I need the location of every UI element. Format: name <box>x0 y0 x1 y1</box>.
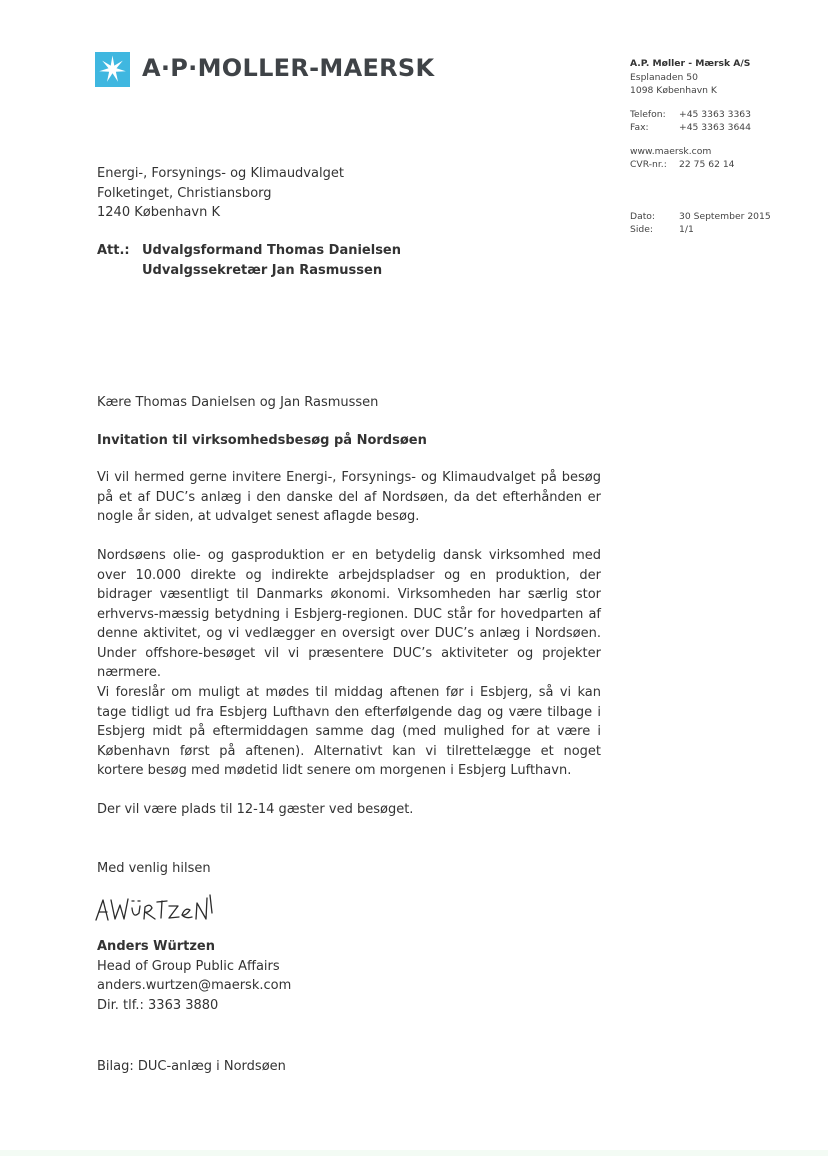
attention-line-2: Udvalgssekretær Jan Rasmussen <box>142 263 383 278</box>
recipient-address <box>97 164 344 223</box>
date-value: 30 September 2015 <box>679 210 771 222</box>
signer-phone: Dir. tlf.: 3363 3880 <box>97 997 219 1013</box>
cvr-value: 22 75 62 14 <box>679 159 735 170</box>
page-label: Side: <box>630 224 653 235</box>
attention-line-1: Udvalgsformand Thomas Danielsen <box>142 243 402 258</box>
scan-artifact <box>0 1150 828 1156</box>
date-row <box>630 210 771 224</box>
signer-email: anders.wurtzen@maersk.com <box>97 978 292 993</box>
seven-pointed-star-icon <box>95 52 130 87</box>
date-label: Dato: <box>630 210 656 222</box>
paragraph-2: Nordsøens olie- og gasproduktion er en betydelig dansk virksomhed med over 10.000 direkte og indirekte arbejdspladser og en produktion, der bidrager væsentligt til Danmarks økonomi. Virksomheden har særlig stor erhvervs-mæssig betydning i Esbjerg-regionen. DUC står for hovedparten af denne aktivitet, og vi vedlægger en oversigt over DUC’s anlæg i Nordsøen. Under offshore-besøget vil vi præsentere DUC’s aktiviteter og projekter nærmere. <box>97 548 601 680</box>
recipient-line-2: Folketinget, Christiansborg <box>97 185 272 201</box>
attention-block <box>97 241 401 281</box>
fax-row <box>630 121 771 135</box>
handwritten-signature <box>93 886 223 926</box>
page-value: 1/1 <box>679 224 694 235</box>
signer-name: Anders Würtzen <box>97 939 215 954</box>
paragraph-3: Vi foreslår om muligt at mødes til middag aftenen før i Esbjerg, så vi kan tage tidligt ud fra Esbjerg Lufthavn den efterfølgende dag og være tilbage i Esbjerg midt på eftermiddagen samme dag (med mulighed for at være i København først på aftenen). Alternativt kan vi tilrettelægge et noget kortere besøg med mødetid lidt senere om morgenen i Esbjerg Lufthavn. <box>97 685 601 778</box>
phone-row <box>630 108 771 122</box>
company-wordmark: A·P·MOLLER-MAERSK <box>142 54 435 82</box>
paragraph-4: Der vil være plads til 12-14 gæster ved besøget. <box>97 802 414 817</box>
company-name: A.P. Møller - Mærsk A/S <box>630 58 751 69</box>
page-row <box>630 223 771 237</box>
cvr-label: CVR-nr.: <box>630 159 667 170</box>
cvr-row <box>630 158 771 172</box>
closing: Med venlig hilsen <box>97 861 211 876</box>
company-logo-box <box>95 52 130 87</box>
paragraph-1: Vi vil hermed gerne invitere Energi-, Forsynings- og Klimaudvalget på besøg på et af DUC’s anlæg i den danske del af Nordsøen, da det efterhånden er nogle år siden, at udvalget senest aflagde besøg. <box>97 470 601 524</box>
recipient-line-3: 1240 København K <box>97 205 220 220</box>
company-website: www.maersk.com <box>630 145 712 157</box>
attention-label: Att.: <box>97 243 130 258</box>
phone-label: Telefon: <box>630 108 666 120</box>
signer-block <box>97 937 291 1015</box>
greeting: Kære Thomas Danielsen og Jan Rasmussen <box>97 395 379 410</box>
phone-value: +45 3363 3363 <box>679 108 751 120</box>
letter-subject: Invitation til virksomhedsbesøg på Nordsøen <box>97 433 427 448</box>
company-info <box>630 57 771 237</box>
fax-value: +45 3363 3644 <box>679 122 751 133</box>
fax-label: Fax: <box>630 122 649 133</box>
attachment-note: Bilag: DUC-anlæg i Nordsøen <box>97 1059 286 1074</box>
signer-title: Head of Group Public Affairs <box>97 958 280 974</box>
company-city: 1098 København K <box>630 85 717 96</box>
recipient-line-1: Energi-, Forsynings- og Klimaudvalget <box>97 166 344 181</box>
company-street: Esplanaden 50 <box>630 71 698 83</box>
